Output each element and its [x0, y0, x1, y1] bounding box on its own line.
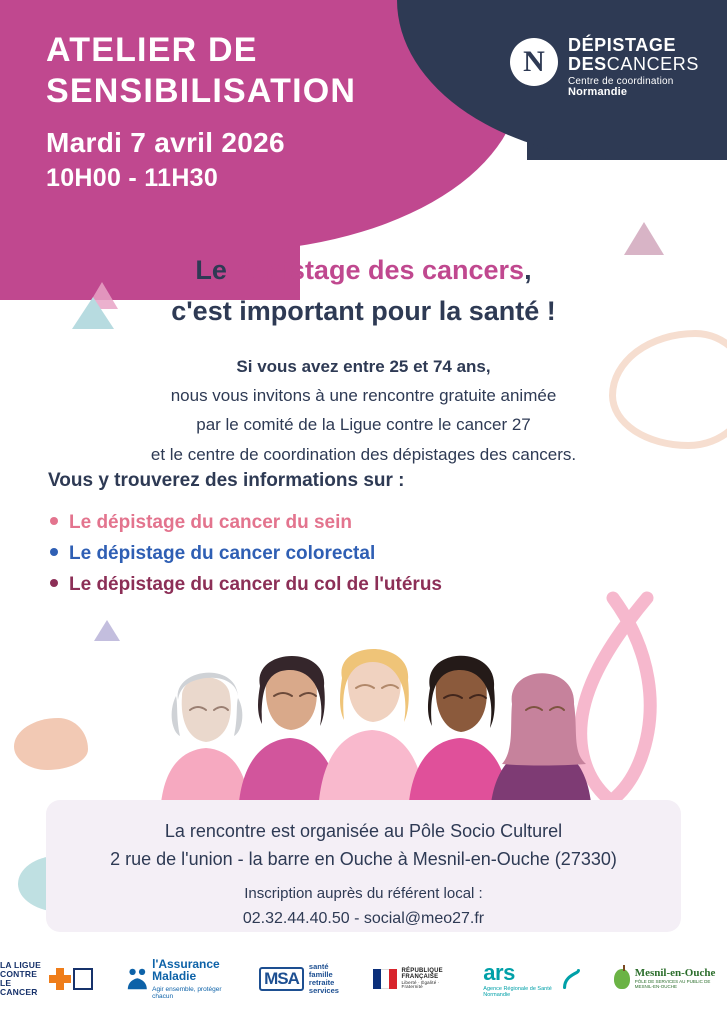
- logo-ars: [483, 957, 580, 1001]
- list-item-label: Le dépistage du cancer du sein: [69, 512, 352, 533]
- cnam-line-1: l'Assurance: [152, 956, 220, 971]
- event-details-box: [46, 800, 681, 932]
- rf-line-1: RÉPUBLIQUE: [401, 967, 443, 974]
- brand-logo-line-1: DÉPISTAGE: [567, 35, 677, 55]
- intro-line-3: par le comité de la Ligue contre le cancer 27: [196, 415, 531, 435]
- msa-text: [309, 963, 339, 995]
- infos-title: Vous y trouverez des informations sur :: [48, 470, 405, 491]
- meo-tagline: PÔLE DE SERVICES AU PUBLIC DE MESNIL-EN-OUCHE: [634, 979, 711, 989]
- logo-assurance-maladie: [127, 957, 226, 1001]
- rf-motto: Liberté · Égalité · Fraternité: [401, 979, 440, 990]
- ligue-line-2: CONTRE: [0, 968, 38, 979]
- triangle-purple-decoration: [94, 620, 120, 641]
- meo-text: [635, 968, 727, 990]
- brand-logo-line-4: Normandie: [567, 86, 628, 99]
- msa-word-4: services: [308, 986, 339, 996]
- brand-logo-text: [568, 36, 699, 99]
- ligue-line-1: LA LIGUE: [0, 959, 41, 970]
- headline-line-1: [0, 250, 727, 291]
- brand-logo-line-3: Centre de coordination: [567, 75, 674, 87]
- event-time: 10H00 - 11H30: [46, 163, 219, 192]
- venue-line-1: La rencontre est organisée au Pôle Socio Culturel: [164, 821, 563, 841]
- list-item: [50, 570, 442, 601]
- brand-logo-des: DES: [567, 53, 607, 74]
- illustration-group-of-women: [120, 600, 610, 815]
- ars-subtitle: Agence Régionale de Santé Normandie: [483, 986, 552, 998]
- cnam-tagline: Agir ensemble, protéger chacun: [152, 986, 222, 1001]
- bullet-dot-icon: [50, 579, 58, 587]
- headline-line-2: c'est important pour la santé !: [171, 295, 556, 326]
- event-date: Mardi 7 avril 2026: [46, 126, 285, 158]
- msa-mark: MSA: [259, 967, 304, 991]
- headline-suffix: ,: [524, 255, 532, 285]
- infos-list: [50, 508, 442, 600]
- list-item-label: Le dépistage du cancer colorectal: [69, 542, 376, 564]
- french-flag-icon: [373, 969, 397, 989]
- page-title: [46, 30, 356, 113]
- cnam-text: [152, 958, 225, 1001]
- headline-prefix: Le: [195, 255, 235, 285]
- people-icon: [127, 964, 148, 994]
- page-title-line-2: SENSIBILISATION: [46, 72, 357, 111]
- ligue-line-3: LE CANCER: [0, 978, 38, 998]
- intro-paragraph: [0, 352, 727, 469]
- logo-msa: [259, 957, 339, 1001]
- logo-republique-francaise: [373, 957, 449, 1001]
- header-text-block: [46, 30, 356, 193]
- cross-icon: [49, 968, 68, 990]
- blob-orange-decoration: [14, 718, 88, 770]
- intro-line-1: Si vous avez entre 25 et 74 ans,: [236, 357, 491, 376]
- headline: [0, 250, 727, 331]
- footer-logos: [0, 952, 727, 1006]
- msa-word-2: famille: [308, 969, 333, 979]
- registration-label: Inscription auprès du référent local :: [244, 884, 483, 902]
- square-icon: [73, 968, 92, 990]
- apple-icon: [614, 969, 629, 989]
- page-title-line-1: ATELIER DE: [46, 31, 258, 69]
- cnam-line-2: Maladie: [152, 969, 197, 984]
- intro-line-2: nous vous invitons à une rencontre gratuite animée: [170, 386, 557, 406]
- bullet-dot-icon: [50, 517, 58, 525]
- list-item: [50, 539, 442, 570]
- contact-details: 02.32.44.40.50 - social@meo27.fr: [242, 909, 485, 927]
- venue-line-2: 2 rue de l'union - la barre en Ouche à Mesnil-en-Ouche (27330): [110, 848, 617, 869]
- bullet-dot-icon: [50, 548, 58, 556]
- brand-logo-line-2: [568, 55, 699, 74]
- list-item-label: Le dépistage du cancer du col de l'utérus: [69, 573, 442, 595]
- logo-mesnil-en-ouche: [614, 957, 727, 1001]
- brand-logo: [510, 36, 699, 99]
- list-item: [50, 508, 442, 539]
- brand-logo-cancers: CANCERS: [606, 53, 699, 74]
- logo-la-ligue-contre-le-cancer: [0, 957, 93, 1001]
- meo-name: Mesnil-en-Ouche: [634, 967, 716, 980]
- ars-wordmark: ars: [483, 960, 515, 985]
- rf-line-2: FRANÇAISE: [401, 974, 439, 981]
- ligue-text: [0, 961, 44, 998]
- headline-highlight: dépistage des cancers: [234, 255, 525, 285]
- intro-line-4: et le centre de coordination des dépistages des cancers.: [150, 444, 577, 464]
- rf-text: [402, 968, 450, 991]
- ars-text: [483, 960, 558, 998]
- msa-word-1: santé: [308, 961, 329, 971]
- ars-swoosh-icon: [563, 966, 580, 992]
- msa-word-3: retraite: [308, 978, 335, 987]
- brand-logo-icon: N: [510, 38, 558, 86]
